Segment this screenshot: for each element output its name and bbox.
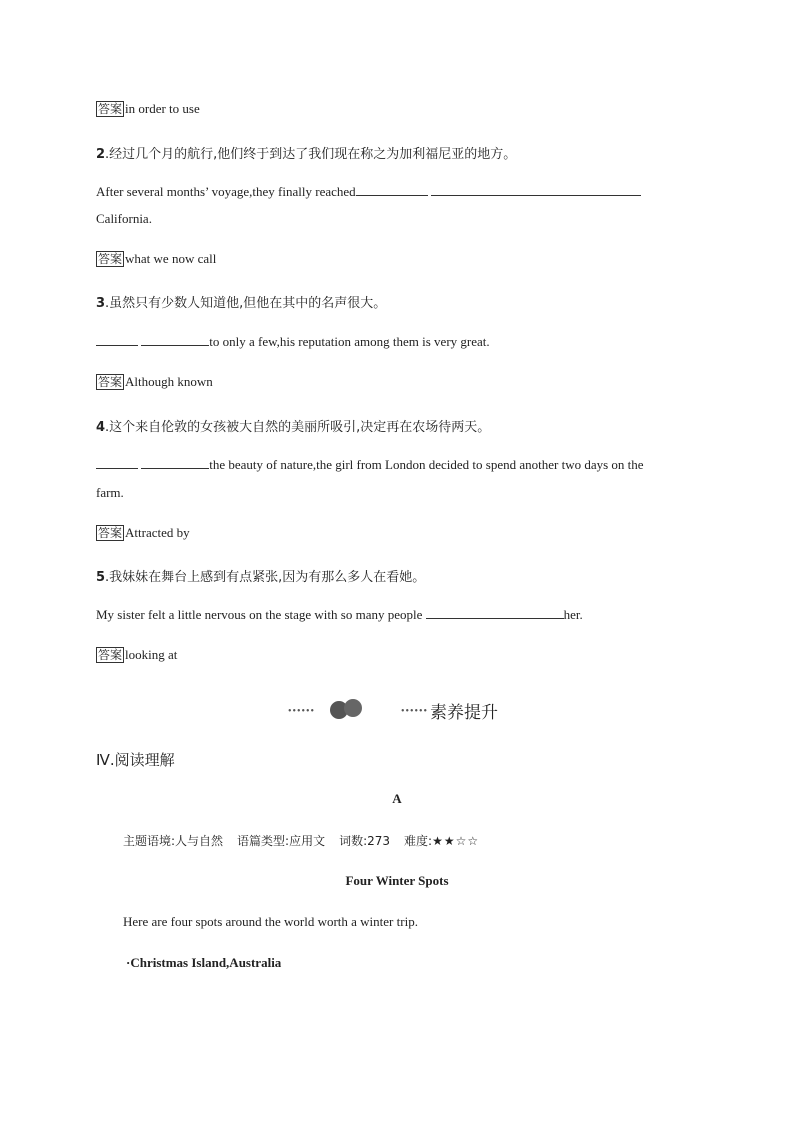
q5-english-before: My sister felt a little nervous on the stage with so many people <box>96 607 423 622</box>
q4-number: 4 <box>96 420 106 435</box>
passage-meta <box>123 832 493 849</box>
q2-answer: what we now call <box>125 251 217 266</box>
q2-sentence-line2: California. <box>96 211 152 226</box>
passage-intro: Here are four spots around the world worth a winter trip. <box>123 914 418 929</box>
q4-english-after: the beauty of nature,the girl from London decided to spend another two days on the <box>209 457 644 472</box>
dotted-leader-icon: •••••• <box>401 706 429 717</box>
passage-theme: 主题语境:人与自然 <box>123 834 224 848</box>
q5-english-after: her. <box>563 607 583 622</box>
spot-heading: ·Christmas Island,Australia <box>126 955 282 970</box>
difficulty-stars-icon: ★★☆☆ <box>432 834 480 848</box>
q5-answer: looking at <box>125 647 178 662</box>
q5-blank[interactable] <box>426 607 564 619</box>
passage-label: A <box>392 791 402 806</box>
passage-words: 词数:273 <box>339 834 391 848</box>
answer-tag: 答案 <box>98 102 123 116</box>
q4-blank-2[interactable] <box>141 457 209 469</box>
passage-difficulty-label: 难度: <box>404 834 433 848</box>
q5-chinese: .我妹妹在舞台上感到有点紧张,因为有那么多人在看她。 <box>105 570 426 585</box>
q2-number: 2 <box>96 147 106 162</box>
q5-prompt <box>96 566 425 585</box>
q1-answer-line <box>96 101 200 117</box>
q5-answer-line <box>96 647 177 663</box>
q3-answer: Although known <box>125 374 213 389</box>
q4-sentence <box>96 457 644 473</box>
answer-tag: 答案 <box>98 526 123 540</box>
section-title: Ⅳ.阅读理解 <box>96 751 175 769</box>
q5-number: 5 <box>96 570 106 585</box>
circle-icon <box>344 699 362 717</box>
q2-blank-2[interactable] <box>431 184 641 196</box>
q2-prompt <box>96 143 516 162</box>
q3-english-after: to only a few,his reputation among them is very great. <box>209 334 490 349</box>
q3-chinese: .虽然只有少数人知道他,但他在其中的名声很大。 <box>105 296 387 311</box>
q2-sentence <box>96 184 641 200</box>
q3-sentence <box>96 334 490 350</box>
banner-title: 素养提升 <box>430 703 498 723</box>
q4-prompt <box>96 416 490 435</box>
q2-chinese: .经过几个月的航行,他们终于到达了我们现在称之为加利福尼亚的地方。 <box>105 147 517 162</box>
q3-answer-line <box>96 374 213 390</box>
passage-title: Four Winter Spots <box>345 873 449 888</box>
section-banner <box>288 693 528 723</box>
q4-answer: Attracted by <box>125 525 190 540</box>
q3-blank-2[interactable] <box>141 334 209 346</box>
q2-english-before: After several months’ voyage,they finally reached <box>96 184 356 199</box>
q4-blank-1[interactable] <box>96 457 138 469</box>
q3-prompt <box>96 292 386 311</box>
passage-type: 语篇类型:应用文 <box>237 834 326 848</box>
q2-answer-line <box>96 251 216 267</box>
q5-sentence <box>96 607 583 623</box>
q1-answer: in order to use <box>125 101 200 116</box>
q2-blank-1[interactable] <box>356 184 428 196</box>
q4-sentence-line2: farm. <box>96 485 124 500</box>
q3-number: 3 <box>96 296 106 311</box>
q3-blank-1[interactable] <box>96 334 138 346</box>
answer-tag: 答案 <box>98 375 123 389</box>
dotted-leader-icon: •••••• <box>288 706 316 717</box>
q4-chinese: .这个来自伦敦的女孩被大自然的美丽所吸引,决定再在农场待两天。 <box>105 420 491 435</box>
answer-tag: 答案 <box>98 252 123 266</box>
answer-tag: 答案 <box>98 648 123 662</box>
q4-answer-line <box>96 525 190 541</box>
